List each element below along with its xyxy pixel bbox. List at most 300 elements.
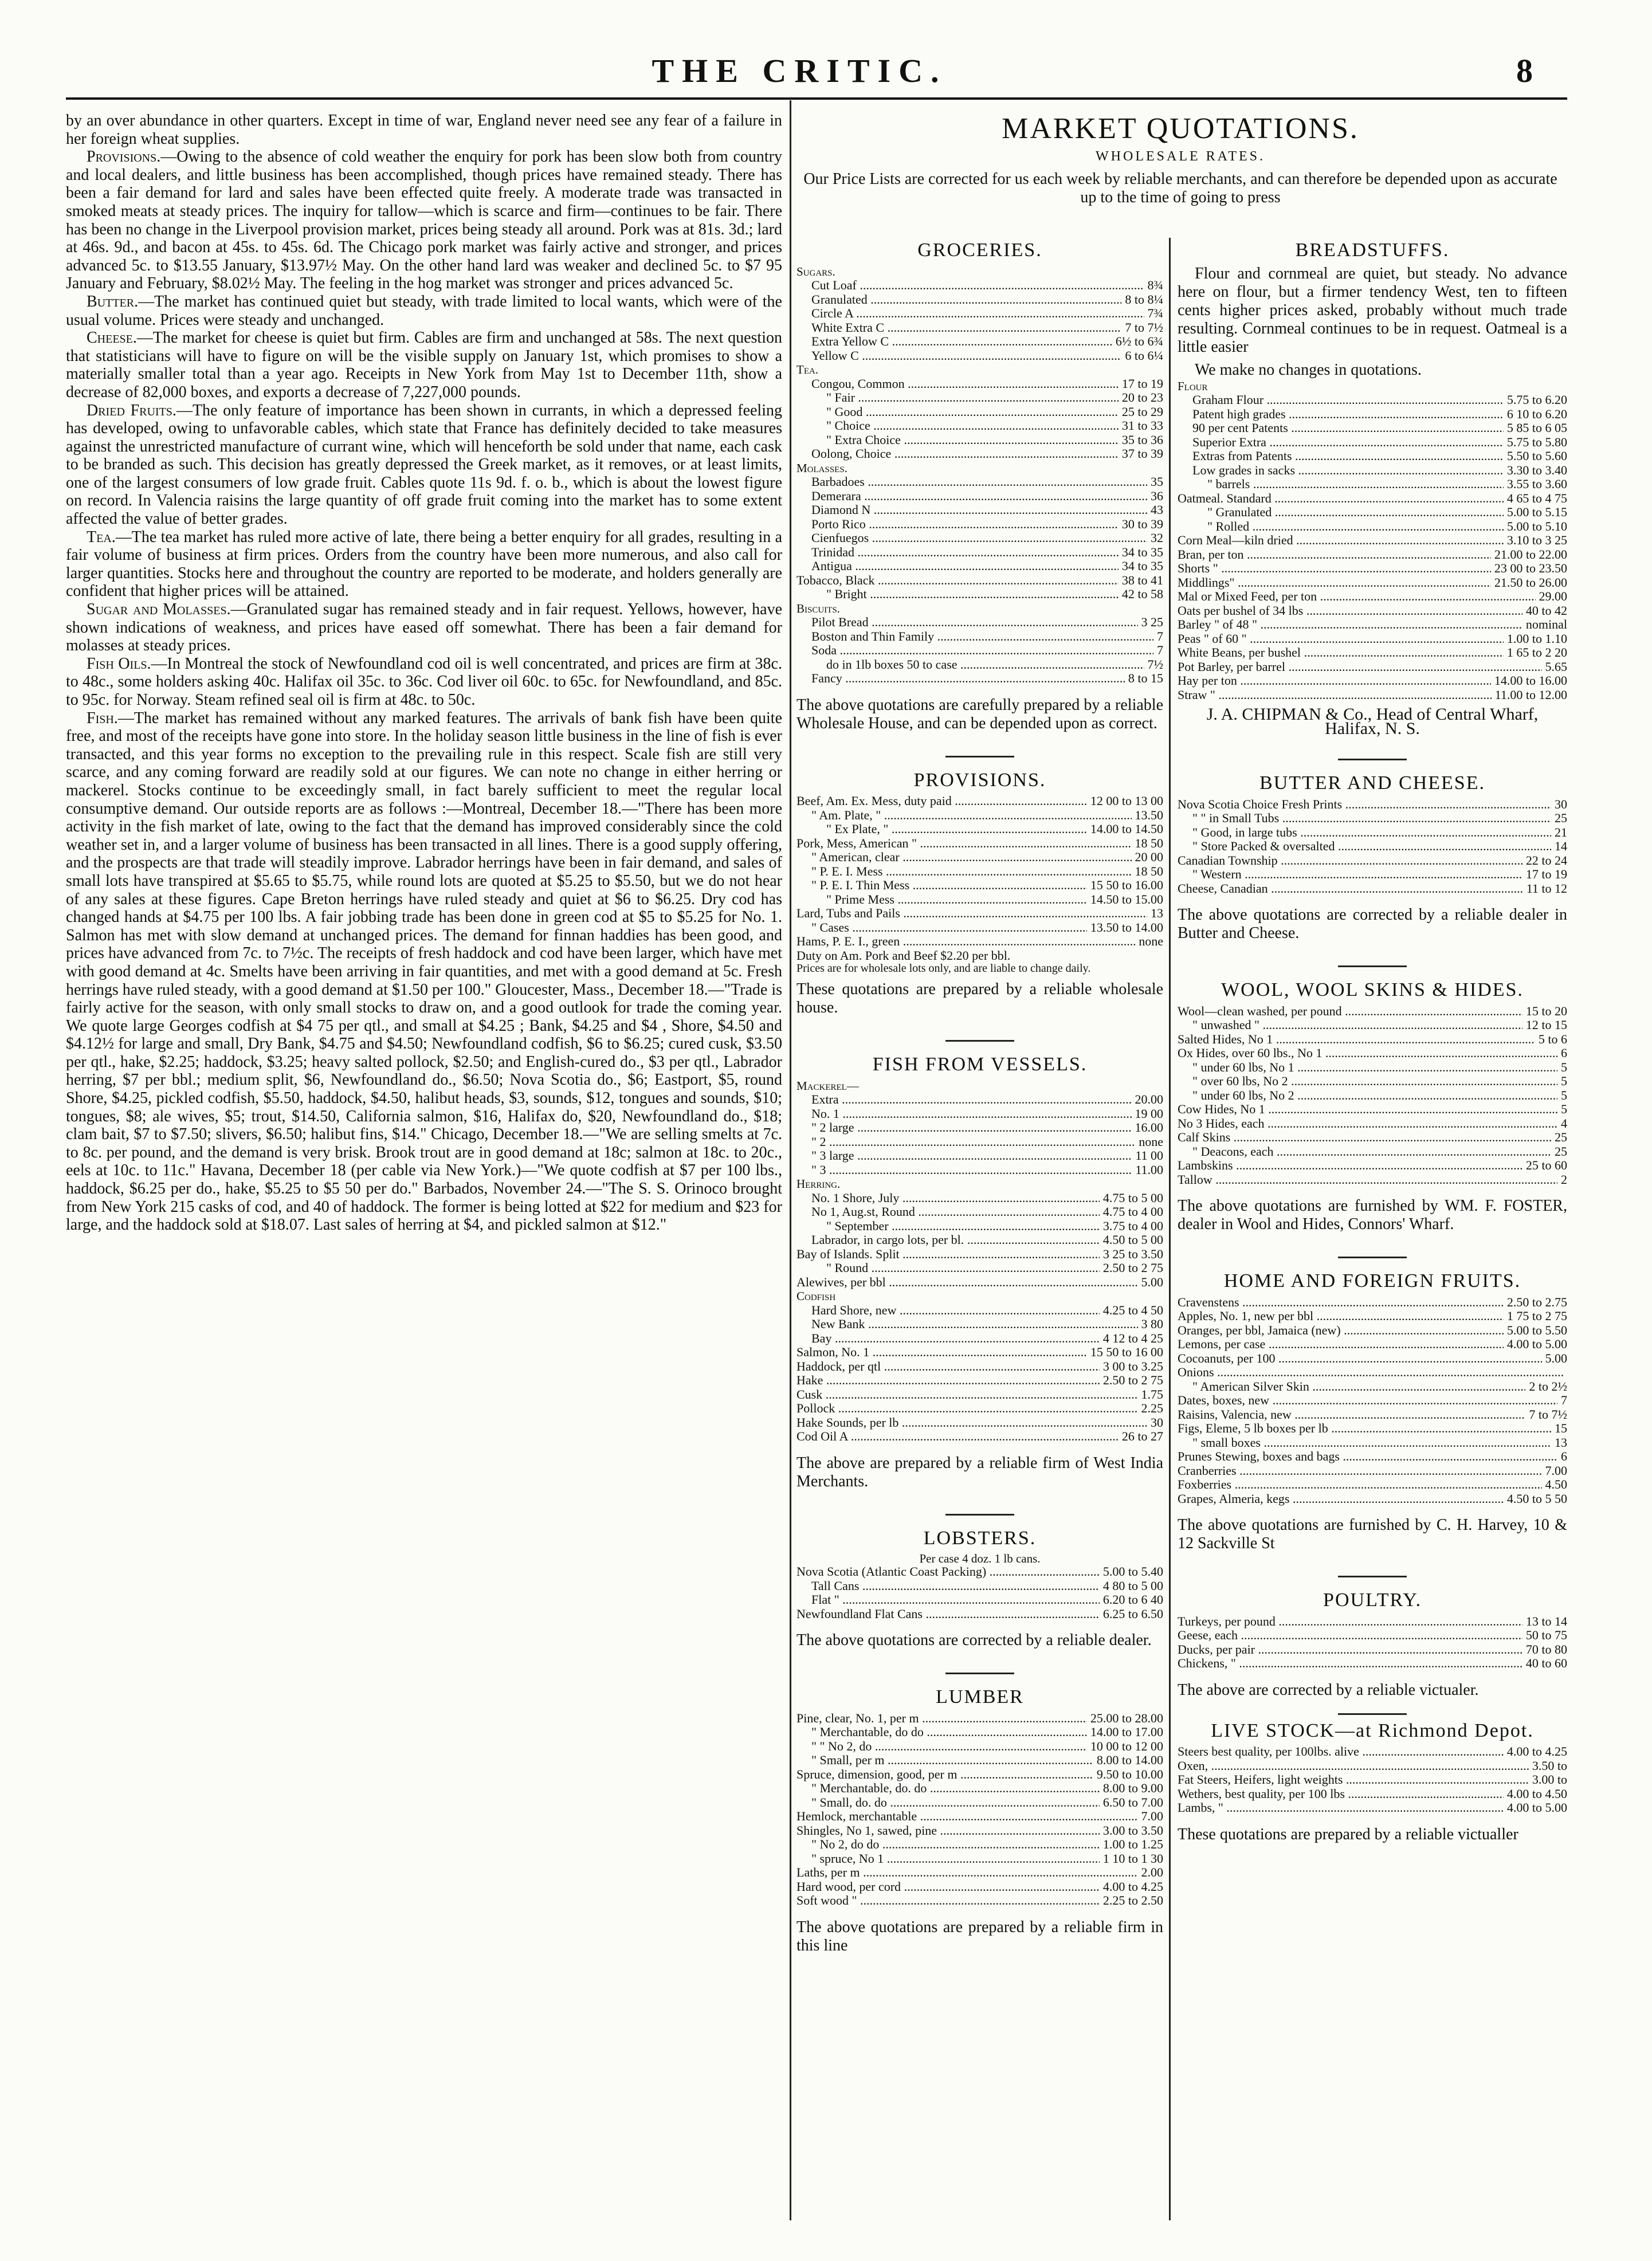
price-row: [1178, 1309, 1567, 1324]
dried-fruits-text: —The only feature of importance has been shown in currants, in which a depressed feeling has developed, owing to unfavorable cables, which state that France has definitely decided to take measures against the unrestricted manufacture of currant wine, which will henceforth be sold under that name, each cask to be branded as such. This decision has greatly depressed the Greek market, as it removes, or at least limits, one of the largest consumers of low grade fruit. Cables quote 11s 9d. f. o. b., which is about the lowest figure on record. In Valencia raisins the large quantity of off grade fruit coming into the market has to some extent affected the value of better grades.: [66, 401, 782, 528]
price-row: [1178, 1337, 1567, 1352]
item-price: 20.00: [1135, 1092, 1163, 1106]
item-label: Newfoundland Flat Cans .....: [796, 1607, 1100, 1622]
item-price: 5.00 to 5.10: [1506, 519, 1567, 533]
lobsters-table: [796, 1565, 1163, 1621]
item-label: " Merchantable, do do .....: [811, 1725, 1087, 1740]
item-price: 3 00 to 3.25: [1102, 1359, 1163, 1373]
item-price: 30: [1151, 1415, 1163, 1430]
item-price: 1 75 to 2 75: [1506, 1309, 1567, 1323]
tea-text: —The tea market has ruled more active of late, there being a better enquiry for all grades, resulting in a fair volume of business at firm prices. Orders from the country have been more numerous, and also call for larger quantities. Stocks here and throughout the country are reported to be moderate, and holders generally are confident that higher prices will be attained.: [66, 528, 782, 600]
item-price: 1 65 to 2 20: [1506, 645, 1567, 660]
price-row: [1178, 1773, 1567, 1787]
item-label: Turkeys, per pound .....: [1178, 1615, 1522, 1629]
butter-cheese-table: [1178, 798, 1567, 896]
dried-fruits-paragraph: [66, 402, 782, 528]
item-label: Onions .....: [1178, 1365, 1564, 1380]
item-price: 5: [1561, 1059, 1567, 1074]
item-price: 4.00 to 4.25: [1506, 1744, 1567, 1758]
item-label: Flat " .....: [811, 1593, 1100, 1607]
sugar-lead: Sugar and Molasses.: [87, 600, 231, 619]
item-price: 1 10 to 1 30: [1102, 1851, 1163, 1866]
price-row: [796, 865, 1163, 879]
fish-vessels-table: [796, 1079, 1163, 1444]
price-row: [796, 808, 1163, 823]
item-label: " spruce, No 1 .....: [811, 1852, 1100, 1866]
price-row: [796, 377, 1163, 391]
item-label: Lambs, " .....: [1178, 1801, 1504, 1815]
item-label: Chickens, " .....: [1178, 1657, 1522, 1671]
item-price: 70 to 80: [1525, 1642, 1567, 1657]
cheese-paragraph: [66, 329, 782, 401]
item-label: Hemlock, merchantable .....: [796, 1809, 1138, 1824]
item-price: 5.00: [1141, 1274, 1163, 1289]
category-label: Mackerel—: [796, 1078, 859, 1093]
item-price: 5.75 to 6.20: [1506, 392, 1567, 407]
price-row: [796, 1781, 1163, 1796]
groceries-table: [796, 265, 1163, 686]
price-row: [1178, 688, 1567, 702]
cheese-text: —The market for cheese is quiet but firm. Cables are firm and unchanged at 58s. The next question that statisticians will have to figure on will be the visible supply on January 1st, which promises to show a materially smaller total than a year ago. Receipts in New York from May 1st to December 11th, show a decrease of 82,000 boxes, and exports a decrease of 7,227,000 pounds.: [66, 329, 782, 401]
item-price: 25: [1555, 1130, 1567, 1144]
item-price: 42 to 58: [1121, 587, 1163, 601]
price-row: [796, 850, 1163, 865]
item-label: Low grades in sacks .....: [1192, 464, 1504, 478]
price-row: [796, 1402, 1163, 1416]
item-label: Grapes, Almeria, kegs .....: [1178, 1492, 1504, 1506]
item-label: " Bright .....: [826, 587, 1119, 602]
price-row: [1178, 1801, 1567, 1815]
price-row: [1178, 548, 1567, 562]
breadstuffs-para-2: We make no changes in quotations.: [1195, 360, 1422, 379]
item-price: 18 50: [1135, 863, 1163, 878]
item-label: " Cases .....: [811, 921, 1087, 935]
price-row: [1178, 576, 1567, 590]
item-price: 4.50: [1545, 1477, 1567, 1491]
breadstuffs-section: [1178, 240, 1567, 1844]
price-row: [796, 794, 1163, 808]
price-row: [1178, 1628, 1567, 1643]
price-row: [796, 1725, 1163, 1740]
price-row: [796, 1430, 1163, 1444]
item-label: Steers best quality, per 100lbs. alive .....: [1178, 1745, 1504, 1759]
item-label: Shingles, No 1, sawed, pine .....: [796, 1824, 1100, 1838]
item-price: 2.25: [1141, 1401, 1163, 1415]
item-label: No. 1 Shore, July .....: [811, 1191, 1100, 1206]
item-price: 30 to 39: [1121, 516, 1163, 531]
price-row: [1178, 1102, 1567, 1117]
item-label: Bran, per ton .....: [1178, 548, 1491, 562]
price-row: [796, 1360, 1163, 1374]
price-row: [796, 1205, 1163, 1219]
price-row: [1178, 839, 1567, 854]
wholesale-rates-subtitle: WHOLESALE RATES.: [1096, 149, 1265, 164]
item-label: Cheese, Canadian .....: [1178, 882, 1523, 896]
item-price: 7¾: [1147, 306, 1163, 320]
item-price: 13.50 to 14.00: [1090, 920, 1163, 935]
item-label: Soda .....: [811, 643, 1153, 658]
item-label: Hams, P. E. I., green .....: [796, 935, 1135, 949]
price-row: [1178, 393, 1567, 407]
item-label: Hake .....: [796, 1373, 1100, 1388]
item-price: 18 50: [1135, 835, 1163, 850]
item-label: Patent high grades .....: [1192, 407, 1504, 422]
poultry-note: The above are corrected by a reliable victualer.: [1178, 1681, 1479, 1699]
item-label: No 3 Hides, each .....: [1178, 1117, 1557, 1131]
butter-paragraph: [66, 293, 782, 329]
price-row: [796, 545, 1163, 560]
item-label: Salmon, No. 1 .....: [796, 1345, 1087, 1360]
price-row: [1178, 1365, 1567, 1380]
item-label: No 1, Aug.st, Round .....: [811, 1205, 1100, 1219]
item-label: Cod Oil A .....: [796, 1430, 1119, 1444]
item-label: New Bank .....: [811, 1317, 1138, 1332]
item-label: Lard, Tubs and Pails .....: [796, 906, 1147, 921]
item-label: " Ex Plate, " .....: [826, 822, 1087, 837]
groceries-section: [796, 240, 1163, 1955]
price-row: [1178, 1089, 1567, 1103]
item-price: 8.00 to 14.00: [1096, 1753, 1163, 1767]
item-label: " 3 large .....: [811, 1149, 1132, 1163]
item-label: Superior Extra .....: [1192, 435, 1504, 450]
price-row: [1178, 421, 1567, 435]
item-price: 2.00: [1141, 1865, 1163, 1879]
price-row: [1178, 1643, 1567, 1657]
item-price: 6.20 to 6 40: [1102, 1592, 1163, 1607]
item-label: " Good, in large tubs .....: [1192, 826, 1551, 840]
item-label: Wool—clean washed, per pound .....: [1178, 1004, 1522, 1019]
category-label: Molasses.: [796, 461, 847, 475]
item-price: 23 00 to 23.50: [1494, 561, 1567, 575]
item-price: 2.50 to 2.75: [1506, 1294, 1567, 1309]
wool-note: The above quotations are furnished by WM. F. FOSTER, dealer in Wool and Hides, Connors' Wharf.: [1178, 1197, 1567, 1233]
item-label: Oxen, .....: [1178, 1759, 1529, 1773]
item-price: 5.75 to 5.80: [1506, 434, 1567, 449]
item-price: 35: [1151, 474, 1163, 489]
price-row: [796, 935, 1163, 949]
item-price: 40 to 42: [1525, 603, 1567, 618]
item-price: 14: [1555, 839, 1567, 853]
item-price: 30: [1555, 796, 1567, 811]
price-row: [1178, 1759, 1567, 1773]
price-row: [796, 517, 1163, 532]
item-price: 19 00: [1135, 1106, 1163, 1121]
item-price: 14.00 to 17.00: [1090, 1725, 1163, 1739]
item-label: Haddock, per qtl .....: [796, 1360, 1100, 1374]
item-label: Cocoanuts, per 100 .....: [1178, 1352, 1542, 1366]
item-label: " under 60 lbs, No 1 .....: [1192, 1061, 1557, 1075]
item-label: " Choice .....: [826, 419, 1119, 433]
item-price: 8 to 15: [1128, 671, 1163, 685]
item-price: 3 25 to 3.50: [1102, 1246, 1163, 1261]
item-price: 4 65 to 4 75: [1506, 490, 1567, 505]
item-price: 4 12 to 4 25: [1102, 1330, 1163, 1345]
item-price: 4.00 to 5.00: [1506, 1337, 1567, 1351]
item-price: 4.25 to 4 50: [1102, 1302, 1163, 1317]
item-label: Pot Barley, per barrel .....: [1178, 660, 1542, 674]
breadstuffs-para-1: Flour and cornmeal are quiet, but steady. No advance here on flour, but a firmer tendency West, ten to fifteen cents higher prices asked, probably without much trade resulting. Cornmeal continues to be in request. Oatmeal is a little easier: [1178, 264, 1567, 356]
item-label: Cut Loaf .....: [811, 278, 1144, 293]
item-price: 14.00 to 14.50: [1090, 822, 1163, 836]
price-row: [796, 1753, 1163, 1768]
price-row: [796, 1233, 1163, 1247]
item-price: 20 00: [1135, 850, 1163, 864]
price-row: [796, 405, 1163, 419]
column-divider-right: [1169, 238, 1171, 2220]
item-label: Geese, each .....: [1178, 1628, 1522, 1643]
price-row: [796, 1191, 1163, 1206]
item-label: Antigua .....: [811, 559, 1119, 574]
item-price: 4.00 to 5.00: [1506, 1800, 1567, 1815]
price-row: [796, 1712, 1163, 1726]
price-row: [796, 278, 1163, 293]
price-row: [796, 489, 1163, 504]
provisions-duty: Duty on Am. Pork and Beef $2.20 per bbl.: [796, 948, 1011, 963]
item-label: Yellow C .....: [811, 349, 1121, 363]
item-price: 37 to 39: [1121, 446, 1163, 461]
price-row: [796, 906, 1163, 921]
sugar-text: —Granulated sugar has remained steady and in fair request. Yellows, however, have shown indications of weakness, and prices have eased off somewhat. There has been a fair demand for molasses at steady prices.: [66, 600, 782, 655]
item-label: Porto Rico .....: [811, 517, 1119, 532]
provisions-paragraph: [66, 148, 782, 293]
page-header: [66, 52, 1533, 92]
item-price: 11 00: [1135, 1148, 1163, 1163]
price-row: [796, 1593, 1163, 1607]
item-label: Middlings" .....: [1178, 576, 1491, 590]
item-label: " 3 .....: [811, 1163, 1132, 1177]
item-label: Barley " of 48 " .....: [1178, 618, 1522, 632]
item-price: 7.00: [1141, 1809, 1163, 1823]
fruits-note: The above quotations are furnished by C. H. Harvey, 10 & 12 Sackville St: [1178, 1516, 1567, 1552]
item-label: Barbadoes .....: [811, 475, 1147, 489]
price-row: [796, 921, 1163, 935]
price-row: [796, 1740, 1163, 1754]
item-price: 21.00 to 22.00: [1494, 547, 1567, 562]
item-price: 7 to 7½: [1125, 320, 1163, 335]
item-price: 11.00: [1135, 1162, 1163, 1177]
item-price: 3 80: [1141, 1317, 1163, 1331]
price-row: [1178, 1745, 1567, 1759]
item-label: Diamond N .....: [811, 503, 1147, 517]
item-price: 5: [1561, 1102, 1567, 1116]
section-rule: [1338, 965, 1407, 967]
item-price: 7: [1157, 643, 1163, 657]
price-row: [1178, 492, 1567, 506]
provisions-table: [796, 794, 1163, 949]
item-price: 7: [1561, 1393, 1567, 1407]
price-row: [1178, 1159, 1567, 1173]
category-label: Flour: [1178, 379, 1208, 393]
item-label: Mal or Mixed Feed, per ton .....: [1178, 590, 1536, 604]
item-price: 5 85 to 6 05: [1506, 421, 1567, 435]
item-label: Bay of Islands. Split .....: [796, 1247, 1100, 1262]
item-price: 25 to 60: [1525, 1158, 1567, 1172]
item-label: Cow Hides, No 1 .....: [1178, 1102, 1557, 1117]
item-price: 14.50 to 15.00: [1090, 892, 1163, 906]
column-divider-left: [790, 100, 791, 2220]
item-label: " Merchantable, do. do .....: [811, 1781, 1100, 1796]
item-price: 2.50 to 2 75: [1102, 1373, 1163, 1387]
price-row: [796, 1866, 1163, 1880]
item-label: Beef, Am. Ex. Mess, duty paid .....: [796, 794, 1087, 808]
price-row: [1178, 562, 1567, 576]
item-price: 6.50 to 7.00: [1102, 1795, 1163, 1809]
item-label: Shorts " .....: [1178, 562, 1491, 576]
provisions-note: These quotations are prepared by a reliable wholesale house.: [796, 980, 1163, 1016]
item-price: 40 to 60: [1525, 1656, 1567, 1670]
item-price: 15: [1555, 1421, 1567, 1435]
item-price: 38 to 41: [1121, 572, 1163, 587]
item-label: " Small, do. do .....: [811, 1796, 1100, 1810]
fish-vessels-title: FISH FROM VESSELS.: [872, 1054, 1088, 1075]
price-row: [796, 1416, 1163, 1430]
item-price: 4.50 to 5 00: [1102, 1232, 1163, 1247]
item-label: Oatmeal. Standard .....: [1178, 492, 1504, 506]
item-label: Hake Sounds, per lb .....: [796, 1416, 1147, 1430]
livestock-note: These quotations are prepared by a reliable victualler: [1178, 1825, 1518, 1843]
price-row: [796, 293, 1163, 307]
item-label: Hard Shore, new .....: [811, 1304, 1100, 1318]
price-row: [1178, 1436, 1567, 1450]
section-rule: [945, 756, 1014, 757]
item-label: Trinidad .....: [811, 545, 1119, 560]
fruits-table: [1178, 1296, 1567, 1506]
item-label: Oranges, per bbl, Jamaica (new) .....: [1178, 1324, 1504, 1338]
price-row: [1178, 590, 1567, 604]
item-label: Soft wood " .....: [796, 1894, 1100, 1908]
tea-lead: Tea.: [87, 528, 116, 546]
item-price: 4: [1561, 1116, 1567, 1130]
item-price: 4.75 to 4 00: [1102, 1204, 1163, 1219]
price-row: [796, 1852, 1163, 1866]
price-row: [796, 615, 1163, 630]
item-label: Congou, Common .....: [811, 377, 1119, 391]
item-price: 5.00 to 5.50: [1506, 1322, 1567, 1337]
price-row: [796, 335, 1163, 349]
item-price: 34 to 35: [1121, 544, 1163, 559]
item-label: " Fair .....: [826, 391, 1119, 405]
item-price: [1564, 1365, 1567, 1380]
groceries-title: GROCERIES.: [917, 240, 1042, 261]
price-row: [796, 559, 1163, 574]
item-label: " Western .....: [1192, 867, 1522, 882]
price-row: [1178, 407, 1567, 422]
section-rule: [1338, 1576, 1407, 1577]
price-row: [796, 1607, 1163, 1622]
item-price: 8.00 to 9.00: [1102, 1781, 1163, 1795]
item-label: Fancy .....: [811, 672, 1125, 686]
item-price: 17 to 19: [1525, 867, 1567, 881]
price-row: [1178, 632, 1567, 646]
item-price: 7.00: [1545, 1463, 1567, 1478]
item-price: 12 00 to 13 00: [1090, 794, 1163, 808]
item-price: 5.00 to 5.15: [1506, 505, 1567, 519]
price-row: [796, 307, 1163, 321]
price-row: [796, 419, 1163, 433]
item-label: " over 60 lbs, No 2 .....: [1192, 1074, 1557, 1089]
item-price: 4 80 to 5 00: [1102, 1578, 1163, 1593]
livestock-table: [1178, 1745, 1567, 1815]
item-label: Extras from Patents .....: [1192, 449, 1504, 464]
price-row: [1178, 1422, 1567, 1436]
price-row: [1178, 1074, 1567, 1089]
item-price: 6 10 to 6.20: [1506, 406, 1567, 421]
price-row: [796, 1317, 1163, 1332]
item-price: 4.00 to 4.50: [1506, 1786, 1567, 1801]
price-row: [1178, 1450, 1567, 1464]
item-label: 90 per cent Patents .....: [1192, 421, 1504, 435]
item-price: 34 to 35: [1121, 559, 1163, 573]
provisions-title: PROVISIONS.: [913, 769, 1046, 791]
price-row: [1178, 1173, 1567, 1187]
item-price: 3.50 to: [1532, 1758, 1567, 1773]
price-row: [796, 503, 1163, 517]
market-quotations-header: [794, 112, 1567, 207]
breadstuffs-table: [1178, 379, 1567, 702]
item-price: 16.00: [1135, 1120, 1163, 1135]
price-row: [1178, 1117, 1567, 1131]
price-row: [1178, 1145, 1567, 1159]
item-price: 4.75 to 5 00: [1102, 1190, 1163, 1205]
fish-oils-text: —In Montreal the stock of Newfoundland cod oil is well concentrated, and prices are firm at 38c. to 48c., some holders asking 40c. Halifax oil 35c. to 36c. Cod liver oil 60c. to 65c. for Newfoundland, and 85c. to 95c. for Norway. Steam refined seal oil is firm at 48c. to 50c.: [66, 654, 782, 709]
item-price: 15 50 to 16 00: [1090, 1345, 1163, 1359]
price-row: [1178, 1018, 1567, 1033]
item-price: 21.50 to 26.00: [1494, 575, 1567, 590]
price-row: [796, 1373, 1163, 1388]
item-label: " small boxes .....: [1192, 1436, 1551, 1450]
item-price: 8 to 8¼: [1125, 292, 1163, 307]
lumber-note: The above quotations are prepared by a reliable firm in this line: [796, 1918, 1163, 1954]
item-label: Tallow .....: [1178, 1173, 1557, 1187]
item-price: 13: [1555, 1435, 1567, 1450]
butter-text: —The market has continued quiet but steady, with trade limited to local wants, which were of the usual volume. Prices were steady and unchanged.: [66, 292, 782, 329]
item-label: " " in Small Tubs .....: [1192, 811, 1551, 826]
item-label: " Round .....: [826, 1261, 1100, 1275]
item-label: Extra .....: [811, 1093, 1132, 1107]
item-label: Pine, clear, No. 1, per m .....: [796, 1712, 1087, 1726]
item-label: Fat Steers, Heifers, light weights .....: [1178, 1773, 1529, 1787]
item-label: Prunes Stewing, boxes and bags .....: [1178, 1450, 1557, 1464]
breadstuffs-title: BREADSTUFFS.: [1295, 240, 1450, 261]
poultry-table: [1178, 1615, 1567, 1671]
price-row: [796, 1135, 1163, 1149]
price-row: [796, 1247, 1163, 1262]
price-row: [796, 1261, 1163, 1275]
item-price: 10 00 to 12 00: [1090, 1738, 1163, 1753]
price-row: [1178, 1061, 1567, 1075]
price-row: [796, 1107, 1163, 1121]
item-price: 43: [1151, 503, 1163, 517]
provisions-subject: Prices are for wholesale lots only, and are liable to change daily.: [796, 962, 1091, 975]
item-label: Ox Hides, over 60 lbs., No 1 .....: [1178, 1046, 1557, 1061]
item-label: Peas " of 60 " .....: [1178, 632, 1504, 646]
price-row: [796, 1809, 1163, 1824]
price-row: [1178, 882, 1567, 896]
item-price: 13.50: [1135, 807, 1163, 822]
item-label: " under 60 lbs, No 2 .....: [1192, 1089, 1557, 1103]
item-label: Labrador, in cargo lots, per bl. .....: [811, 1233, 1100, 1247]
section-rule: [945, 1514, 1014, 1516]
price-row: [1178, 1130, 1567, 1145]
price-row: [796, 1880, 1163, 1894]
price-row: [796, 321, 1163, 335]
price-row: [1178, 1324, 1567, 1338]
item-label: Salted Hides, No 1 .....: [1178, 1033, 1535, 1047]
lumber-table: [796, 1712, 1163, 1908]
price-row: [796, 672, 1163, 686]
item-price: 3.10 to 3 25: [1506, 533, 1567, 547]
category-label: Biscuits.: [796, 601, 840, 615]
